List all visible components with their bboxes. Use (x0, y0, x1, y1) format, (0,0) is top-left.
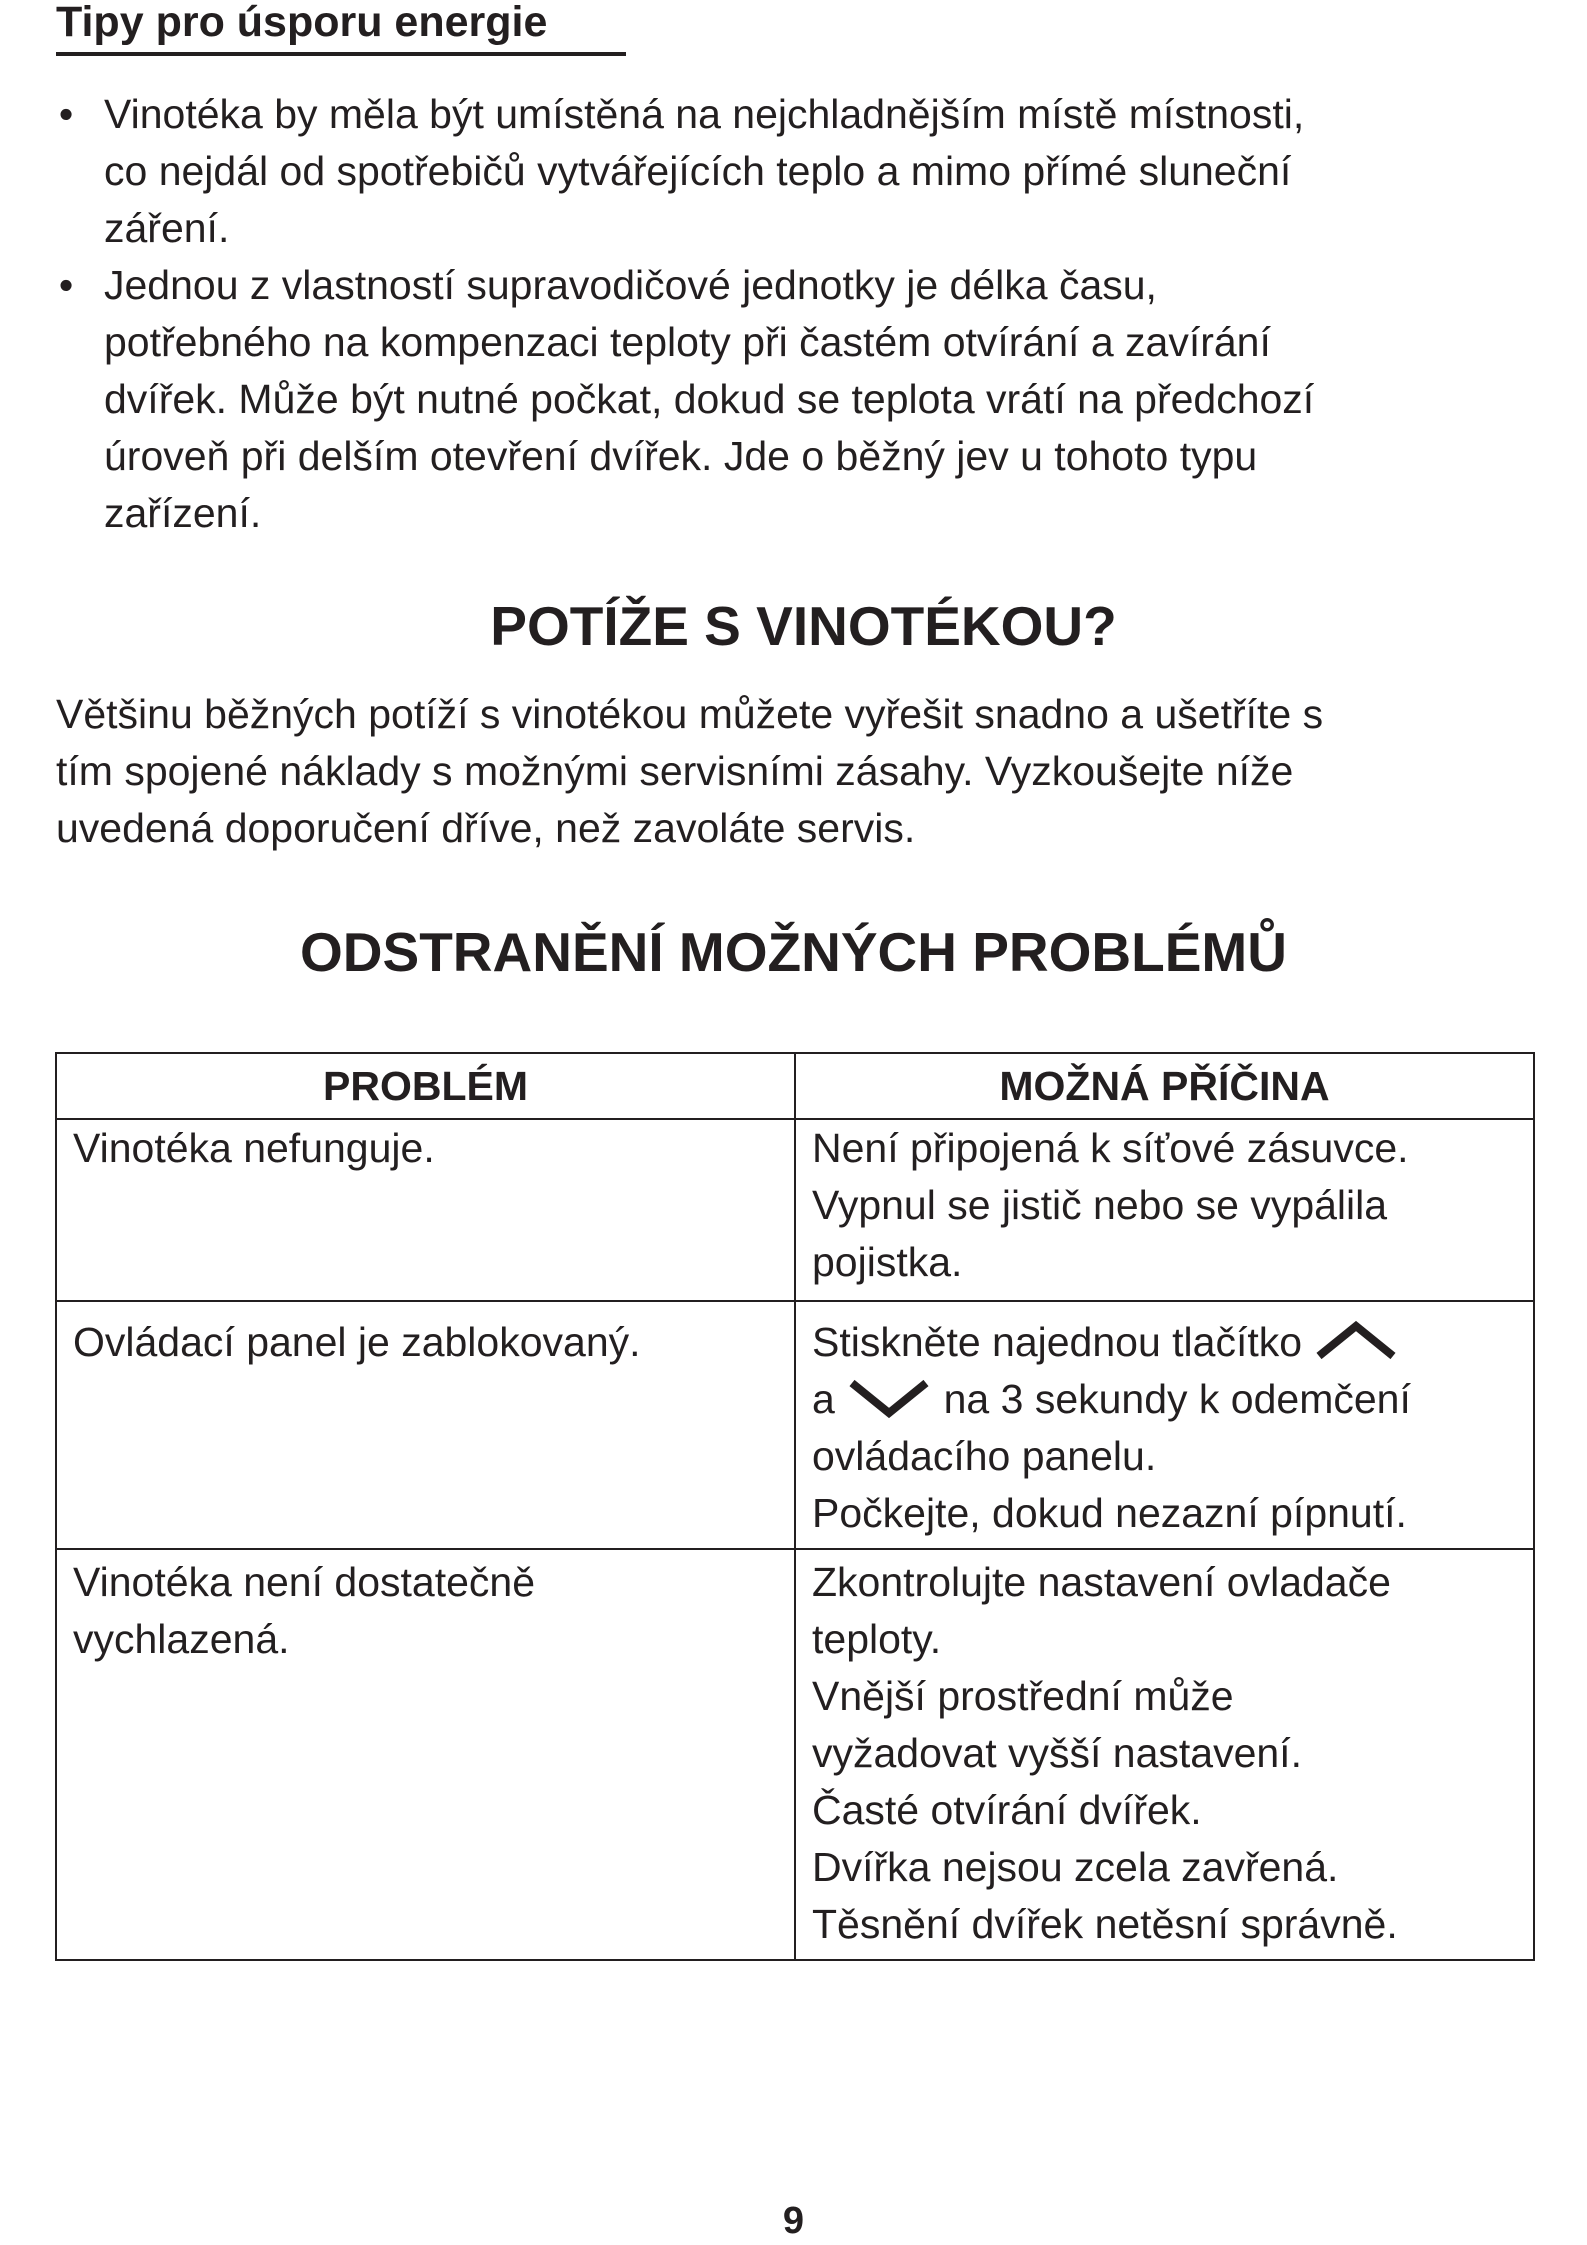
problem-text: Ovládací panel je zablokovaný. (73, 1319, 641, 1365)
energy-tips-heading: Tipy pro úsporu energie (56, 0, 626, 56)
problem-text: vychlazená. (73, 1616, 290, 1662)
column-header-cause: MOŽNÁ PŘÍČINA (795, 1053, 1534, 1119)
cause-text: Vnější prostřední může (812, 1673, 1234, 1719)
bullet-icon: • (58, 91, 74, 137)
cause-text: vyžadovat vyšší nastavení. (812, 1730, 1302, 1776)
cause-text: ovládacího panelu. (812, 1433, 1157, 1479)
cause-text: teploty. (812, 1616, 942, 1662)
cause-text: Dvířka nejsou zcela zavřená. (812, 1844, 1339, 1890)
table-row (56, 1301, 1534, 1549)
tip-text-line: potřebného na kompenzaci teploty při častém otvírání a zavírání (104, 319, 1271, 365)
intro-line: uvedená doporučení dříve, než zavoláte servis. (56, 805, 916, 851)
problem-cell (56, 1119, 795, 1301)
cause-cell (795, 1119, 1534, 1301)
page-number: 9 (782, 2200, 805, 2242)
cause-text: Těsnění dvířek netěsní správně. (812, 1901, 1398, 1947)
trouble-intro (56, 686, 1556, 857)
cause-text: Zkontrolujte nastavení ovladače (812, 1559, 1391, 1605)
intro-line: tím spojené náklady s možnými servisními zásahy. Vyzkoušejte níže (56, 748, 1294, 794)
tip-text-line: co nejdál od spotřebičů vytvářejících teplo a mimo přímé sluneční (104, 148, 1292, 194)
tip-text-line: záření. (104, 205, 230, 251)
tip-text-line: Jednou z vlastností supravodičové jednotky je délka času, (104, 262, 1157, 308)
cause-text: Není připojená k síťové zásuvce. (812, 1125, 1409, 1171)
tip-text-line: Vinotéka by měla být umístěná na nejchladnějším místě místnosti, (104, 91, 1305, 137)
troubleshooting-title: ODSTRANĚNÍ MOŽNÝCH PROBLÉMŮ (300, 921, 1287, 983)
tip-item (56, 257, 1536, 542)
chevron-down-icon (846, 1375, 932, 1419)
chevron-up-icon (1313, 1318, 1399, 1362)
tip-item (56, 86, 1536, 257)
cause-text (812, 1371, 1517, 1428)
table-header-row (56, 1053, 1534, 1119)
cause-text: pojistka. (812, 1239, 963, 1285)
cause-text: Počkejte, dokud nezazní pípnutí. (812, 1490, 1407, 1536)
trouble-title: POTÍŽE S VINOTÉKOU? (490, 595, 1117, 657)
problem-cell (56, 1549, 795, 1960)
cause-text: Vypnul se jistič nebo se vypálila (812, 1182, 1388, 1228)
troubleshooting-table (55, 1052, 1535, 1961)
tip-text-line: zařízení. (104, 490, 262, 536)
column-header-problem: PROBLÉM (56, 1053, 795, 1119)
table-row (56, 1549, 1534, 1960)
cause-text: Časté otvírání dvířek. (812, 1787, 1202, 1833)
cause-cell (795, 1549, 1534, 1960)
cause-cell (795, 1301, 1534, 1549)
energy-tips-list (56, 86, 1536, 542)
problem-text: Vinotéka není dostatečně (73, 1559, 535, 1605)
bullet-icon: • (58, 262, 74, 308)
cause-text (812, 1314, 1517, 1371)
intro-line: Většinu běžných potíží s vinotékou můžete vyřešit snadno a ušetříte s (56, 691, 1324, 737)
cause-text-part: Stiskněte najednou tlačítko (812, 1319, 1303, 1365)
problem-text: Vinotéka nefunguje. (73, 1125, 435, 1171)
table-row (56, 1119, 1534, 1301)
cause-text-part: a (812, 1376, 835, 1422)
tip-text-line: úroveň při delším otevření dvířek. Jde o běžný jev u tohoto typu (104, 433, 1258, 479)
problem-cell (56, 1301, 795, 1549)
tip-text-line: dvířek. Může být nutné počkat, dokud se teplota vrátí na předchozí (104, 376, 1315, 422)
cause-text-part: na 3 sekundy k odemčení (943, 1376, 1411, 1422)
